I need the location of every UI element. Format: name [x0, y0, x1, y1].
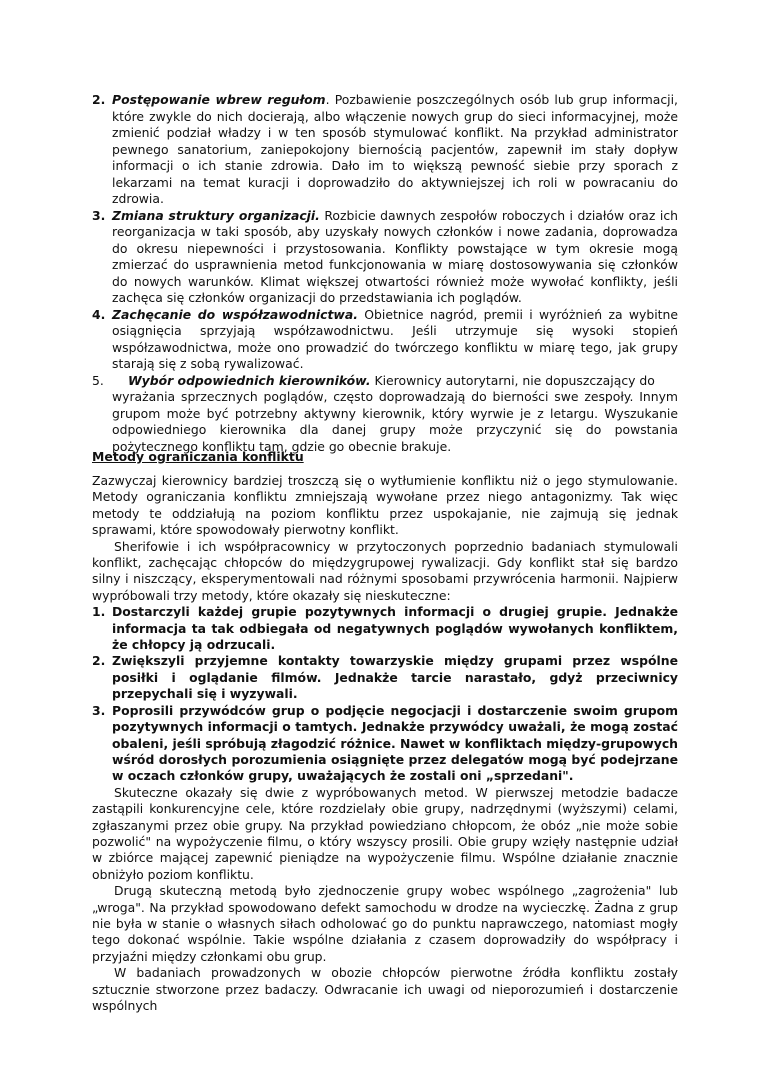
- list-item-text: . Pozbawienie poszczególnych osób lub grup informacji, które zwykle do nich docierają, albo włączenie nowych grup do sieci informacyjnej, może zmienić podział władzy i w ten sposób stymulować konflikt. Na przykład administrator pewnego sanatorium, zaniepokojony biernością pacjentów, zapewnił im stały dopływ informacji o ich stanie zdrowia. Dało im to większą pewność siebie przy sporach z lekarzami na temat kuracji i doprowadziło do aktywniejszej ich roli w powracaniu do zdrowia.: [112, 92, 678, 206]
- list-item-title: Wybór odpowiednich kierowników.: [128, 372, 371, 388]
- paragraph: Sherifowie i ich współpracownicy w przytoczonych poprzednio badaniach stymulowali konflikt, zachęcając chłopców do międzygrupowej rywalizacji. Gdy konflikt stał się bardzo silny i niszczący, eksperymentowali nad różnymi sposobami przywrócenia harmonii. Najpierw wypróbowali trzy metody, które okazały się nieskuteczne:: [92, 538, 678, 603]
- stimulation-methods-list: [92, 92, 678, 455]
- paragraph: Drugą skuteczną metodą było zjednoczenie grupy wobec wspólnego „zagrożenia" lub „wroga". Na przykład spowodowano defekt samochodu w drodze na wycieczkę. Żadna z grup nie była w stanie o własnych siłach odholować go do punktu naprawczego, natomiast mogły tego dokonać wspólnie. Takie wspólne działania z czasem doprowadziły do współpracy i przyjaźni między członkami obu grup.: [92, 883, 678, 964]
- list-item-number: 5.: [92, 372, 104, 388]
- bold-list-item-text: Dostarczyli każdej grupie pozytywnych informacji o drugiej grupie. Jednakże informacja ta tak odbiegała od negatywnych poglądów wywołanych konfliktem, że chłopcy ją odrzucali.: [112, 604, 678, 653]
- list-item-number: 2.: [92, 92, 106, 107]
- bold-list-item-number: 1.: [92, 604, 106, 620]
- list-item: [92, 208, 678, 307]
- paragraph: Skuteczne okazały się dwie z wypróbowanych metod. W pierwszej metodzie badacze zastąpili konkurencyjne cele, które rozdzielały obie grupy, nadrzędnymi (wyższymi) celami, zgłaszanymi przez obie grupy. Na przykład powiedziano chłopcom, że obóz „nie może sobie pozwolić" na wypożyczenie filmu, o który wszyscy prosili. Obie grupy wzięły następnie udział w zbiórce mającej zapewnić pieniądze na wypożyczenie filmu. Wspólne działanie znacznie obniżyło poziom konfliktu.: [92, 784, 678, 882]
- list-item-title: Zmiana struktury organizacji.: [112, 207, 320, 223]
- list-item-lead-text: Kierownicy autorytarni, nie dopuszczający do: [370, 372, 655, 388]
- paragraph: W badaniach prowadzonych w obozie chłopców pierwotne źródła konfliktu zostały sztucznie stworzone przez badaczy. Odwracanie ich uwagi od nieporozumień i dostarczenie wspólnych: [92, 965, 678, 1013]
- paragraph: Zazwyczaj kierownicy bardziej troszczą się o wytłumienie konfliktu niż o jego stymulowanie. Metody ograniczania konfliktu zmniejszają wywołane przez niego antagonizmy. Tak więc metody te oddziałują na poziom konfliktu przez uspokajanie, nie zajmują się jednak sprawami, które spowodowały pierwotny konflikt.: [92, 473, 678, 538]
- bold-list-item: [92, 604, 678, 653]
- list-item-title: Zachęcanie do współzawodnictwa.: [112, 306, 358, 322]
- conflict-reduction-section: [92, 473, 678, 1014]
- bold-list-item: [92, 653, 678, 702]
- bold-list-item-number: 2.: [92, 653, 106, 669]
- bold-list-item-number: 3.: [92, 702, 106, 718]
- list-item: [92, 92, 678, 208]
- list-item-number: 4.: [92, 306, 106, 322]
- bold-list-item-text: Zwiększyli przyjemne kontakty towarzyskie między grupami przez wspólne posiłki i oglądanie filmów. Jednakże tarcie narastało, gdyż przeciwnicy przepychali się i wyzywali.: [112, 653, 678, 702]
- list-item-text: Obietnice nagród, premii i wyróżnień za wybitne osiągnięcia sprzyjają współzawodnictwu. Jeśli utrzymuje się wysoki stopień współzawodnictwa, może ono prowadzić do twórczego konfliktu w miarę tego, jak grupy starają się z sobą rywalizować.: [112, 306, 678, 371]
- list-item: [92, 307, 678, 373]
- list-item-text: wyrażania sprzecznych poglądów, często doprowadzają do bierności swe zespoły. Innym grupom może być potrzebny aktywny kierownik, który wyrwie je z letargu. Wyszukanie odpowiedniego kierownika dla danej grupy może przyczynić się do powstania pożytecznego konfliktu tam, gdzie go obecnie brakuje.: [112, 389, 678, 454]
- section-heading: Metody ograniczania konfliktu: [92, 449, 304, 464]
- list-item-title: Postępowanie wbrew regułom: [112, 92, 326, 107]
- list-item-lead: [92, 373, 678, 390]
- bold-list-item: [92, 703, 678, 785]
- list-item: [92, 373, 678, 456]
- list-item-number: 3.: [92, 207, 106, 223]
- list-item-text: Rozbicie dawnych zespołów roboczych i działów oraz ich reorganizacja w taki sposób, aby uzyskały nowych członków i nowe zadania, doprowadza do okresu niepewności i przystosowania. Konflikty powstające w tym okresie mogą zmierzać do usprawnienia metod funkcjonowania w miarę dostosowywania się członków do nowych warunków. Klimat większej otwartości również może wywołać konflikty, jeśli zachęca się członków organizacji do przedstawiania ich poglądów.: [112, 207, 678, 305]
- bold-list-item-text: Poprosili przywódców grup o podjęcie negocjacji i dostarczenie swoim grupom pozytywnych informacji o tamtych. Jednakże przywódcy uważali, że mogą zostać obaleni, jeśli spróbują złagodzić różnice. Nawet w konfliktach między-grupowych wśród dorosłych porozumienia osiągnięte przez delegatów mogą być podejrzane w oczach członków grupy, uważających że zostali oni „sprzedani".: [112, 702, 678, 784]
